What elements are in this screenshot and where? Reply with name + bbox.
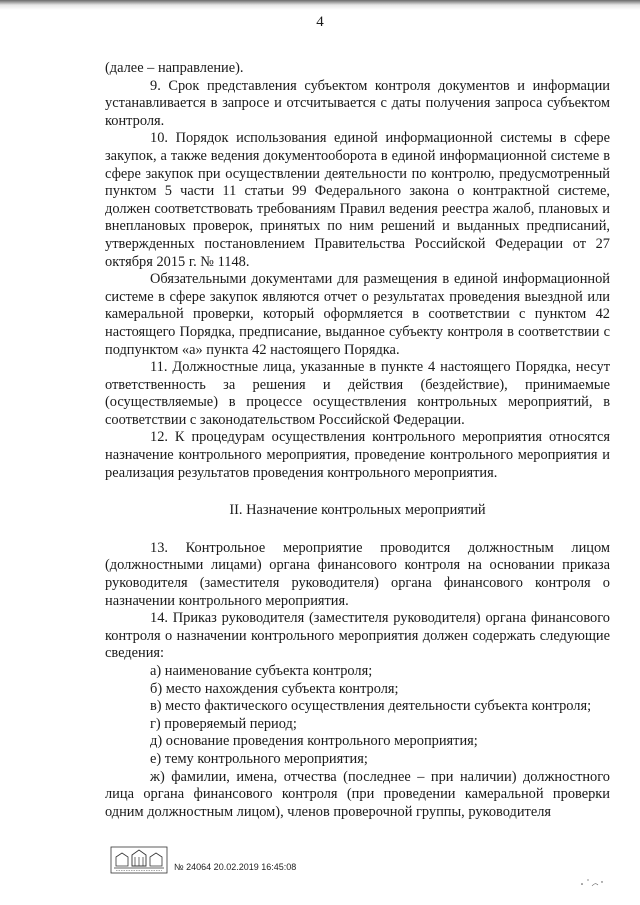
list-item: б) место нахождения субъекта контроля; — [150, 680, 399, 697]
list-item: е) тему контрольного мероприятия; — [150, 750, 368, 767]
paragraph: (далее – направление). — [105, 60, 244, 76]
list-item: г) проверяемый период; — [150, 715, 297, 732]
paragraph: 14. Приказ руководителя (заместителя руководителя) органа финансового контроля о назначении контрольного мероприятия должен содержать следующие сведения: — [105, 610, 610, 662]
list-item: в) место фактического осуществления деятельности субъекта контроля; — [150, 698, 592, 715]
paragraph: 13. Контрольное мероприятие проводится должностным лицом (должностными лицами) органа финансового контроля на основании приказа руководителя (заместителя руководителя) органа финансового контроля о назначении контрольного мероприятия. — [105, 539, 610, 609]
paragraph: 10. Порядок использования единой информационной системы в сфере закупок, а также ведения документооборота в единой информационной системе в сфере закупок при осуществлении деятельности по контролю, предусмотренный пунктом 5 части 11 статьи 99 Федерального закона о контрактной системе, должен соответствовать требованиям Правил ведения реестра жалоб, плановых и внеплановых проверок, принятых по ним решений и выданных предписаний, утвержденных постановлением Правительства Российской Федерации от 27 октября 2015 г. № 1148. — [105, 130, 610, 270]
registration-stamp: № 24064 20.02.2019 16:45:08 — [174, 862, 297, 872]
scan-edge-shadow — [0, 0, 640, 10]
paragraph: 12. К процедурам осуществления контрольного мероприятия относятся назначение контрольного мероприятия, проведение контрольного мероприятия и реализация результатов проведения контрольного мероприятия. — [105, 429, 610, 481]
paragraph: Обязательными документами для размещения в единой информационной системе в сфере закупок являются отчет о результатах проведения выездной или камеральной проверки, который оформляется в соответствии с пунктом 42 настоящего Порядка, предписание, выданное субъекту контроля в соответствии с подпунктом «а» пункта 42 настоящего Порядка. — [105, 271, 610, 358]
paragraph: ж) фамилии, имена, отчества (последнее – при наличии) должностного лица органа финансового контроля (при проведении камеральной проверки одним должностным лицом), членов проверочной группы, руководителя — [105, 768, 610, 820]
document-body — [105, 60, 610, 821]
section-title: II. Назначение контрольных мероприятий — [229, 502, 486, 519]
page-number: 4 — [316, 14, 324, 30]
list-item: д) основание проведения контрольного мероприятия; — [150, 733, 478, 750]
paragraph: 9. Срок представления субъектом контроля документов и информации устанавливается в запросе и отсчитывается с даты получения запроса субъектом контроля. — [105, 77, 610, 129]
paragraph: 11. Должностные лица, указанные в пункте 4 настоящего Порядка, несут ответственность за решения и действия (бездействие), принимаемые (осуществляемые) в процессе осуществления контрольных мероприятий, в соответствии с законодательством Российской Федерации. — [105, 359, 610, 428]
footer-stamp — [110, 846, 410, 876]
scan-noise-marks — [578, 876, 608, 890]
list-item: а) наименование субъекта контроля; — [150, 663, 373, 679]
building-seal-icon — [110, 846, 168, 874]
